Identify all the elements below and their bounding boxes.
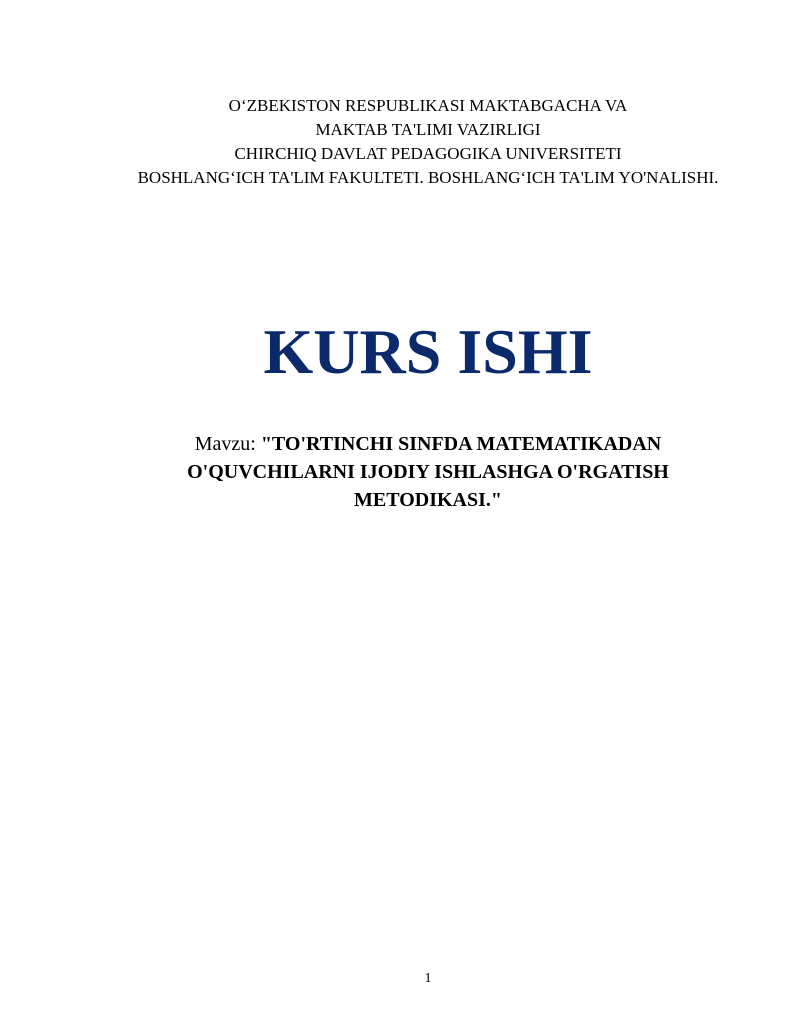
document-title: KURS ISHI [263, 316, 593, 387]
topic-block [0, 430, 800, 514]
header-line-ministry-2: MAKTAB TA'LIMI VAZIRLIGI [315, 120, 541, 139]
page-number: 1 [424, 971, 432, 986]
header-line-university: CHIRCHIQ DAVLAT PEDAGOGIKA UNIVERSITETI [234, 144, 622, 163]
topic-text-line-3: METODIKASI." [354, 489, 502, 511]
header-line-ministry-1: O‘ZBEKISTON RESPUBLIKASI MAKTABGACHA VA [228, 96, 628, 115]
header-line-faculty: BOSHLANG‘ICH TA'LIM FAKULTETI. BOSHLANG‘ICH TA'LIM YO'NALISHI. [137, 168, 719, 187]
topic-label: Mavzu: [194, 433, 261, 455]
topic-line-1 [0, 430, 800, 458]
topic-text-line-2: O'QUVCHILARNI IJODIY ISHLASHGA O'RGATISH [187, 461, 669, 483]
institution-header [0, 94, 800, 190]
topic-text-line-1: "TO'RTINCHI SINFDA MATEMATIKADAN [260, 433, 662, 455]
